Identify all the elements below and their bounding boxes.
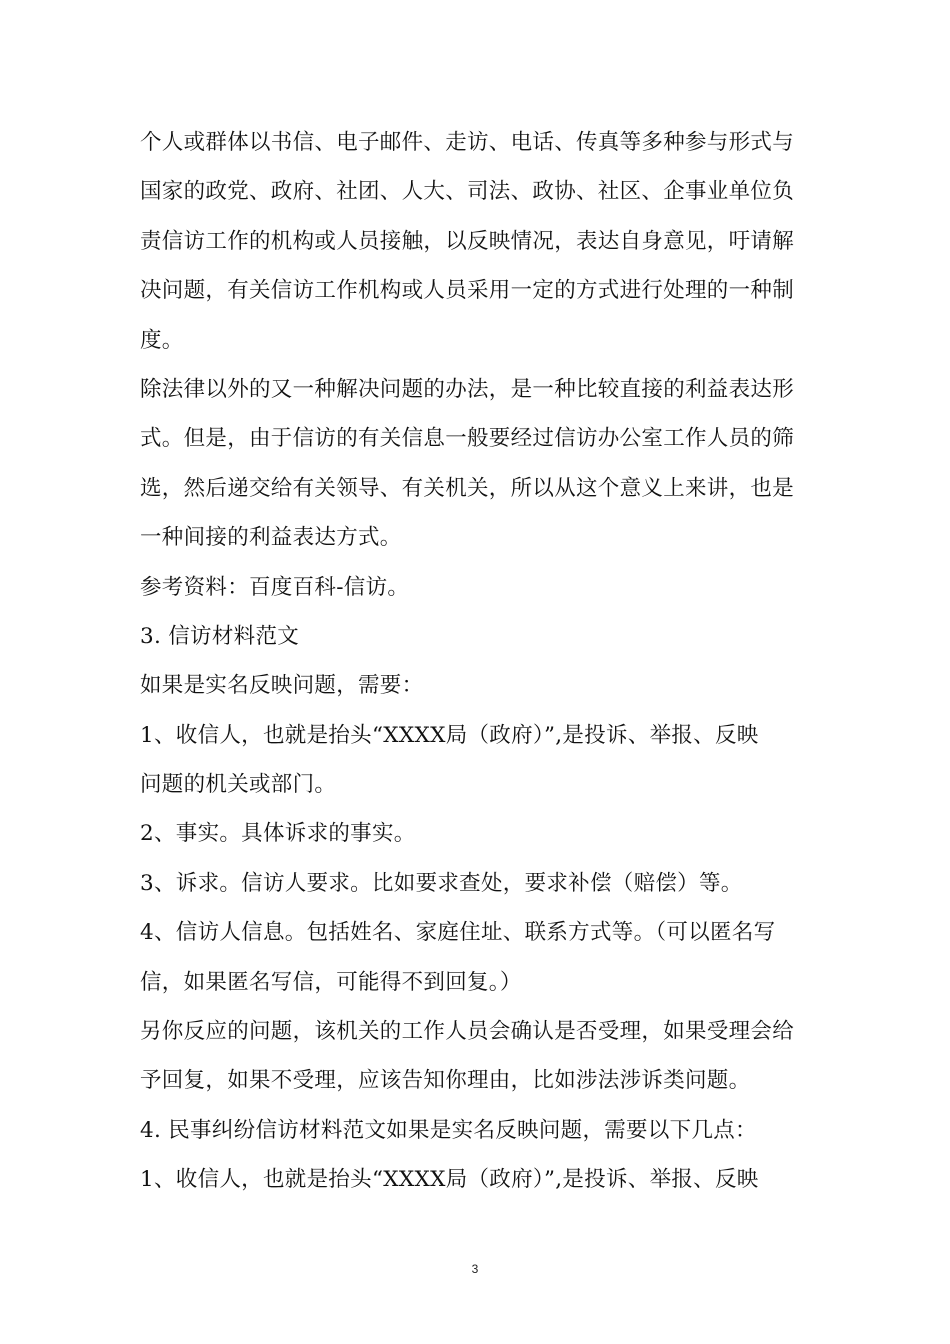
text-line: 度。: [140, 327, 184, 353]
text-line: 另你反应的问题，该机关的工作人员会确认是否受理，如果受理会给: [140, 1019, 795, 1045]
text-line: 式。但是，由于信访的有关信息一般要经过信访办公室工作人员的筛: [140, 426, 795, 452]
list-item: 1、收信人，也就是抬头“XXXX局（政府）”,是投诉、举报、反映: [140, 722, 759, 748]
text-line: 信，如果匿名写信，可能得不到回复。）: [140, 969, 522, 995]
list-item: 1、收信人，也就是抬头“XXXX局（政府）”,是投诉、举报、反映: [140, 1167, 759, 1193]
text-line: 问题的机关或部门。: [140, 772, 337, 798]
document-body: [140, 118, 830, 1205]
text-line: 决问题，有关信访工作机构或人员采用一定的方式进行处理的一种制: [140, 278, 795, 304]
text-line: 参考资料：百度百科-信访。: [140, 574, 410, 600]
text-line: 责信访工作的机构或人员接触，以反映情况，表达自身意见，吁请解: [140, 228, 795, 254]
text-line: 如果是实名反映问题，需要：: [140, 673, 424, 699]
text-line: 一种间接的利益表达方式。: [140, 525, 402, 551]
section-heading: 3. 信访材料范文: [140, 623, 300, 649]
list-item: 3、诉求。信访人要求。比如要求查处，要求补偿（赔偿）等。: [140, 870, 743, 896]
text-line: 选，然后递交给有关领导、有关机关，所以从这个意义上来讲，也是: [140, 475, 795, 501]
list-item: 4、信访人信息。包括姓名、家庭住址、联系方式等。（可以匿名写: [140, 920, 776, 946]
list-item: 2、事实。具体诉求的事实。: [140, 821, 416, 847]
section-heading: 4. 民事纠纷信访材料范文如果是实名反映问题，需要以下几点：: [140, 1117, 757, 1143]
text-line: 个人或群体以书信、电子邮件、走访、电话、传真等多种参与形式与: [140, 130, 795, 155]
text-line: 予回复，如果不受理，应该告知你理由，比如涉法涉诉类问题。: [140, 1068, 751, 1094]
text-line: 国家的政党、政府、社团、人大、司法、政协、社区、企事业单位负: [140, 179, 795, 205]
page-number: 3: [471, 1262, 479, 1276]
text-line: 除法律以外的又一种解决问题的办法，是一种比较直接的利益表达形: [140, 376, 795, 402]
